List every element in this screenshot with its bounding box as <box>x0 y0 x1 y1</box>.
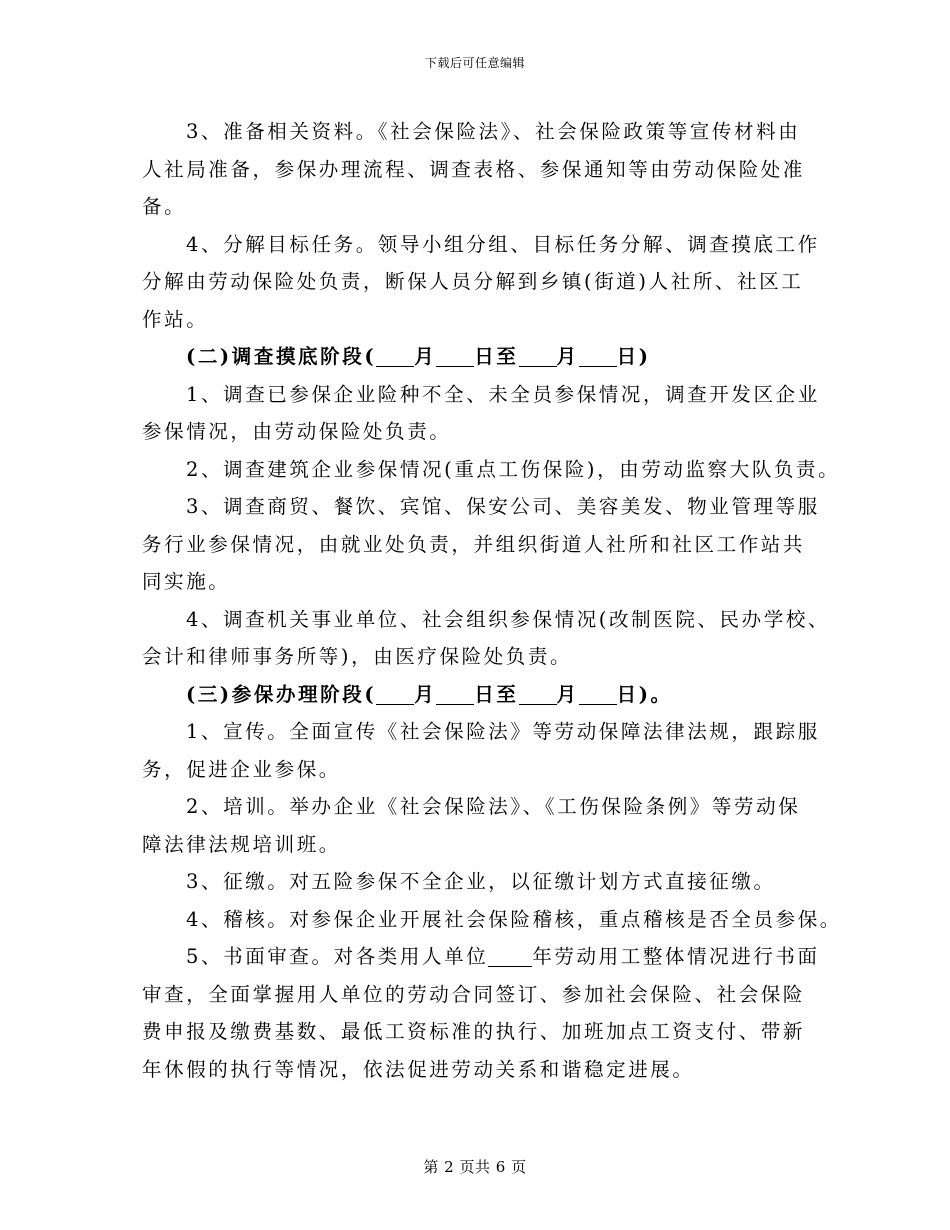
date-blank <box>376 344 414 367</box>
enrollment-item-2-line-2: 障法律法规培训班。 <box>142 832 341 856</box>
enrollment-item-5-line-1 <box>142 938 822 976</box>
survey-item-4-line-1: 4、调查机关事业单位、社会组织参保情况(改制医院、民办学校、 <box>186 607 831 631</box>
section-heading-enrollment-stage <box>142 676 822 714</box>
enrollment-item-1-line-2: 务，促进企业参保。 <box>142 757 341 781</box>
enrollment-item-5-line-3: 费申报及缴费基数、最低工资标准的执行、加班加点工资支付、带新 <box>142 1020 806 1043</box>
item-5-text-a: 5、书面审查。对各类用人单位 <box>186 945 489 968</box>
survey-item-2-line-1: 2、调查建筑企业参保情况(重点工伤保险)，由劳动监察大队负责。 <box>186 457 841 481</box>
document-body <box>142 113 842 1088</box>
heading-day-end: 日) <box>616 345 651 368</box>
heading-text: (三)参保办理阶段( <box>186 682 377 706</box>
paragraph-prepare-materials-line-3: 备。 <box>142 195 187 218</box>
heading-day-to: 日至 <box>474 682 519 706</box>
survey-item-3-line-3: 同实施。 <box>142 570 231 593</box>
enrollment-item-2-line-1: 2、培训。举办企业《社会保险法》、《工伤保险条例》等劳动保 <box>186 795 801 818</box>
section-heading-survey-stage <box>142 338 822 376</box>
paragraph-prepare-materials-line-1: 3、准备相关资料。《社会保险法》、社会保险政策等宣传材料由 <box>186 120 801 143</box>
date-blank <box>436 344 474 367</box>
heading-month: 月 <box>414 682 437 706</box>
date-blank <box>579 682 617 705</box>
page-number: 第 2 页共 6 页 <box>423 1158 527 1176</box>
paragraph-decompose-tasks-line-3: 作站。 <box>142 307 209 331</box>
enrollment-item-5-line-2: 审查，全面掌握用人单位的劳动合同签订、参加社会保险、社会保险 <box>142 982 806 1006</box>
survey-item-3-line-1: 3、调查商贸、餐饮、宾馆、保安公司、美容美发、物业管理等服 <box>186 495 820 518</box>
heading-day-to: 日至 <box>474 345 519 368</box>
survey-item-1-line-1: 1、调查已参保企业险种不全、未全员参保情况，调查开发区企业 <box>186 382 820 406</box>
item-5-text-b: 年劳动用工整体情况进行书面 <box>532 945 820 968</box>
enrollment-item-5-line-4: 年休假的执行等情况，依法促进劳动关系和谐稳定进展。 <box>142 1057 695 1081</box>
enrollment-item-3-line-1: 3、征缴。对五险参保不全企业，以征缴计划方式直接征缴。 <box>186 870 776 893</box>
heading-month: 月 <box>556 682 579 706</box>
date-blank <box>436 682 474 705</box>
heading-month: 月 <box>556 345 579 368</box>
heading-month: 月 <box>414 345 437 368</box>
date-blank <box>519 344 557 367</box>
year-blank <box>488 944 532 967</box>
date-blank <box>376 682 414 705</box>
survey-item-1-line-2: 参保情况，由劳动保险处负责。 <box>142 420 452 443</box>
header-note: 下载后可任意编辑 <box>424 56 525 70</box>
heading-day-end: 日)。 <box>616 682 673 706</box>
survey-item-4-line-2: 会计和律师事务所等)，由医疗保险处负责。 <box>142 645 573 668</box>
date-blank <box>519 682 557 705</box>
enrollment-item-4-line-1: 4、稽核。对参保企业开展社会保险稽核，重点稽核是否全员参保。 <box>186 907 842 931</box>
paragraph-decompose-tasks-line-1: 4、分解目标任务。领导小组分组、目标任务分解、调查摸底工作 <box>186 232 820 256</box>
date-blank <box>579 344 617 367</box>
paragraph-prepare-materials-line-2: 人社局准备，参保办理流程、调查表格、参保通知等由劳动保险处准 <box>142 157 806 181</box>
paragraph-decompose-tasks-line-2: 分解由劳动保险处负责，断保人员分解到乡镇(街道)人社所、社区工 <box>142 270 804 293</box>
heading-text: (二)调查摸底阶段( <box>186 345 377 368</box>
survey-item-3-line-2: 务行业参保情况，由就业处负责，并组织街道人社所和社区工作站共 <box>142 532 806 556</box>
enrollment-item-1-line-1: 1、宣传。全面宣传《社会保险法》等劳动保障法律法规，跟踪服 <box>186 720 820 743</box>
